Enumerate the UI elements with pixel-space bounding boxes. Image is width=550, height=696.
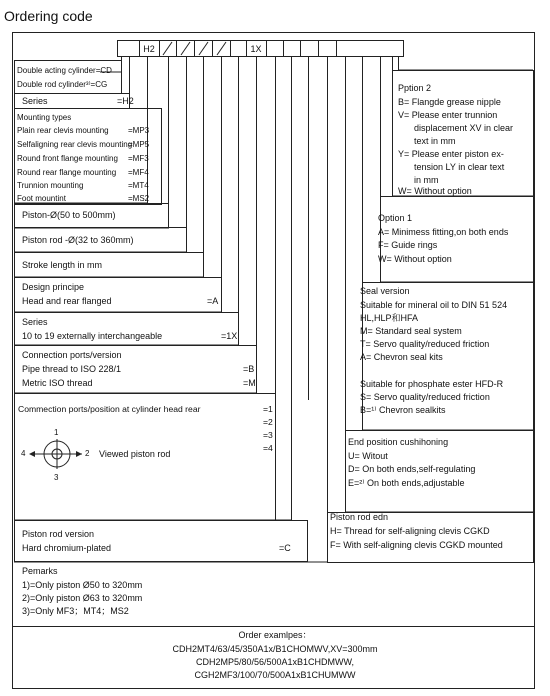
port-diagram-label-4: 4 [21,449,26,458]
end-position-line-1: U= Witout [348,451,388,461]
port-code-2: =2 [263,417,273,427]
port-diagram-label-2: 2 [85,449,90,458]
option1-heading: Option 1 [378,213,413,223]
example-1: CDH2MT4/63/45/350A1x/B1CHOMWV,XV=300mm [172,644,378,654]
port-diagram-label-3: 3 [54,473,59,482]
mounting-code-mp3: =MP3 [128,126,150,135]
connection-pipe-code: =B [243,364,255,374]
remarks-heading: Pemarks [22,566,58,576]
seal-mineral-3: M= Standard seal system [360,326,462,336]
rod-end-line-1: H= Thread for self-aligning clevis CGKD [330,526,490,536]
rod-end-line-2: F= With self-aligning clevis CGKD mounted [330,540,503,550]
remark-3: 3)=Only MF3；MT4；MS2 [22,606,129,616]
piston-rod-diameter: Piston rod -Ø(32 to 360mm) [22,235,134,245]
stroke-length: Stroke length in mm [22,260,103,270]
mounting-item-mp3: Plain rear clevis mounting [17,126,109,135]
connection-metric-thread: Metric ISO thread [22,378,93,388]
viewed-piston-rod: Viewed piston rod [99,449,171,459]
option2-line-3: displacement XV in clear [414,123,514,133]
seal-phosphate-3: B=¹⁾ Chevron sealkits [360,405,446,415]
end-position-line-2: D= On both ends,self-regulating [348,464,476,474]
connection-heading: Connection ports/version [22,350,122,360]
example-3: CGH2MF3/100/70/500A1xB1CHUMWW [194,670,356,680]
mounting-heading: Mounting types [17,113,72,122]
seal-mineral-1: Suitable for mineral oil to DIN 51 524 [360,300,508,310]
design-label: Head and rear flanged [22,296,112,306]
rod-version-label: Hard chromium-plated [22,543,112,553]
series-label: Series [22,96,48,106]
port-code-1: =1 [263,404,273,414]
remark-1: 1)=Only piston Ø50 to 320mm [22,580,143,590]
port-position-heading: Commection ports/position at cylinder head rear [18,404,201,414]
series-interchangeable-label: 10 to 19 externally interchangeable [22,331,163,341]
option1-line-3: W= Without option [378,254,452,264]
option1-line-1: A= Minimess fitting,on both ends [378,227,509,237]
cylinder-type-double-rod: Double rod cylinder³⁾=CG [17,80,108,89]
rod-version-heading: Piston rod version [22,529,95,539]
piston-diameter: Piston-Ø(50 to 500mm) [22,210,116,220]
option2-line-2: V= Please enter trunnion [398,110,498,120]
design-code: =A [207,296,219,306]
connection-metric-code: =M [243,378,256,388]
port-code-4: =4 [263,443,273,453]
mounting-item-mp5: Selfaligning rear clevis mounting [17,140,133,149]
end-position-line-3: E=²⁾ On both ends,adjustable [348,478,465,488]
page-title: Ordering code [4,8,93,24]
mounting-code-mf4: =MF4 [128,168,149,177]
series-code: =H2 [117,96,134,106]
option2-line-1: B= Flangde grease nipple [398,97,501,107]
option2-line-6: tension LY in clear text [414,162,505,172]
option1-line-2: F= Guide rings [378,240,438,250]
option2-line-7: in mm [414,175,439,185]
series-interchangeable-heading: Series [22,317,48,327]
option2-line-5: Y= Please enter piston ex- [398,149,504,159]
mounting-item-mt4: Trunnion mounting [17,181,84,190]
rod-version-code: =C [279,543,291,553]
option2-line-8: W= Without option [398,186,472,196]
cylinder-type-double-acting: Double acting cylinder=CD [17,66,112,75]
seal-mineral-4: T= Servo quality/reduced friction [360,339,490,349]
mounting-code-mp5: =MP5 [128,140,150,149]
code-box-series: H2 [143,44,155,54]
remark-2: 2)=Only piston Ø63 to 320mm [22,593,143,603]
mounting-code-mf3: =MF3 [128,154,149,163]
mounting-code-mt4: =MT4 [128,181,149,190]
seal-mineral-2: HL,HLP和HFA [360,313,419,323]
code-box-series-number: 1X [250,44,262,54]
mounting-item-mf3: Round front flange mounting [17,154,118,163]
series-interchangeable-code: =1X [221,331,238,341]
example-2: CDH2MP5/80/56/500A1xB1CHDMWW, [195,657,355,667]
port-code-3: =3 [263,430,273,440]
end-position-heading: End position cushihoning [348,437,449,447]
seal-heading: Seal version [360,286,410,296]
rod-end-heading: Piston rod edn [330,512,389,522]
connection-pipe-thread: Pipe thread to ISO 228/1 [22,364,122,374]
design-heading: Design principe [22,282,85,292]
option2-heading: Pption 2 [398,83,432,93]
seal-phosphate-2: S= Servo quality/reduced friction [360,392,490,402]
mounting-item-ms2: Foot mountint [17,194,66,203]
mounting-code-ms2: =MS2 [128,194,150,203]
seal-phosphate-1: Suitable for phosphate ester HFD-R [360,379,504,389]
port-diagram-label-1: 1 [54,428,59,437]
examples-heading: Order examlpes： [238,630,312,640]
option2-line-4: text in mm [414,136,456,146]
seal-mineral-5: A= Chevron seal kits [360,352,443,362]
mounting-item-mf4: Round rear flange mounting [17,168,117,177]
